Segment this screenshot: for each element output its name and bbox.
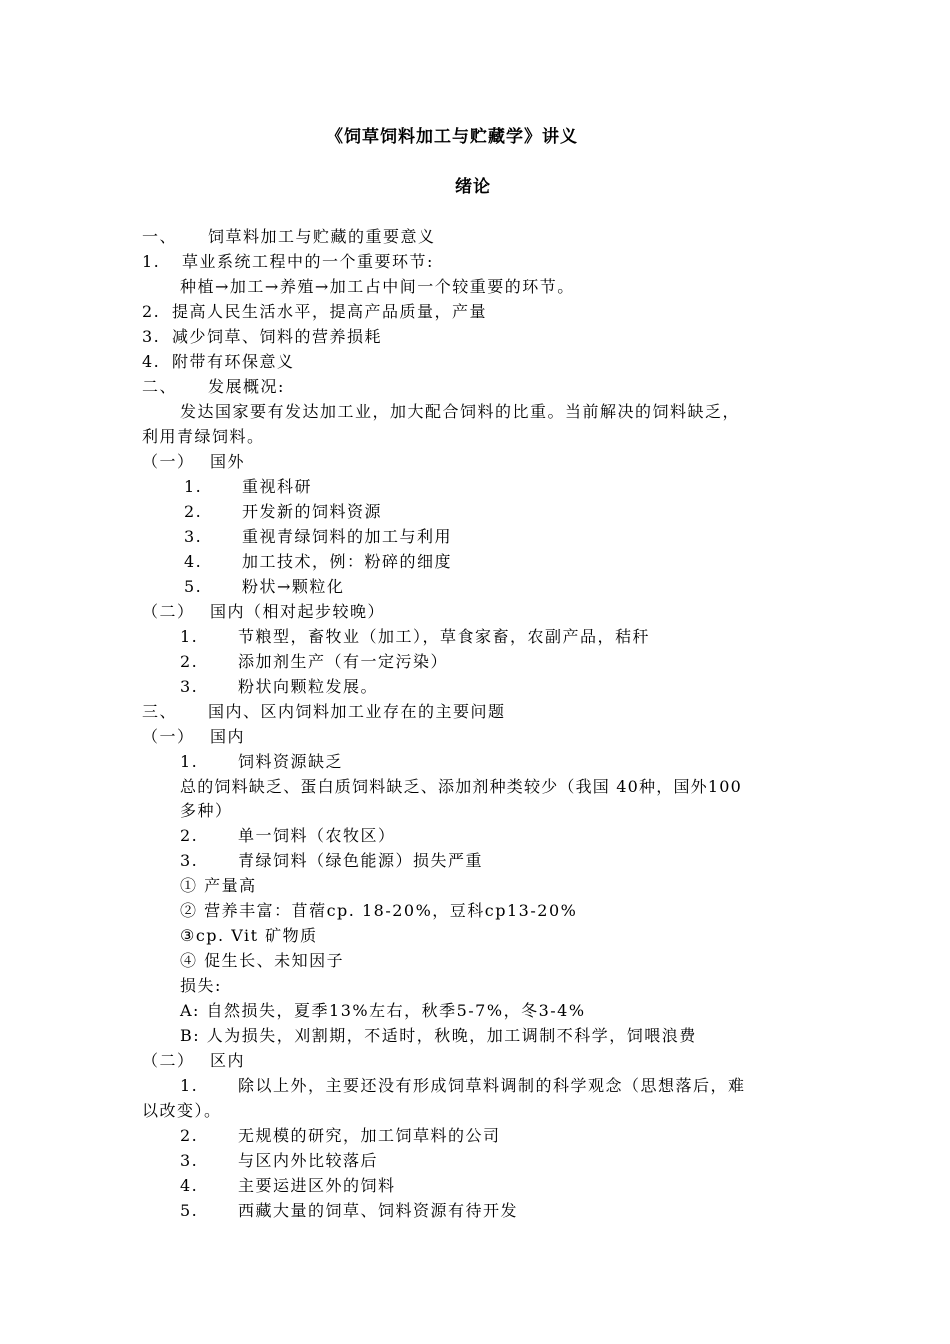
subsection-text: 区内	[210, 1051, 246, 1070]
list-item	[180, 1199, 518, 1223]
item-text: 单一饲料（农牧区）	[238, 826, 396, 845]
item-number: 4.	[142, 352, 161, 371]
list-item	[184, 475, 312, 499]
bullet-point: ② 营养丰富：苜蓿cp. 18-20%，豆科cp13-20%	[180, 901, 578, 920]
item-number: 3.	[184, 527, 203, 546]
paragraph-line: 发达国家要有发达加工业，加大配合饲料的比重。当前解决的饲料缺乏，	[180, 402, 741, 421]
item-number: 1.	[142, 252, 161, 271]
list-item	[142, 350, 295, 374]
item-number: 5.	[180, 1201, 199, 1220]
subsection-number: （二）	[142, 602, 195, 621]
subsection-number: （一）	[142, 727, 195, 746]
item-text: 主要运进区外的饲料	[238, 1176, 396, 1195]
item-text: 加工技术，例：粉碎的细度	[242, 552, 453, 571]
item-text: 重视青绿饲料的加工与利用	[242, 527, 453, 546]
item-number: 2.	[142, 302, 161, 321]
list-item	[184, 525, 452, 549]
section-number: 二、	[142, 377, 178, 396]
item-text: 种植→加工→养殖→加工占中间一个较重要的环节。	[180, 277, 575, 296]
item-number: 1.	[180, 1076, 199, 1095]
subsection-text: 国内（相对起步较晚）	[210, 602, 386, 621]
subsection-heading	[142, 1049, 245, 1073]
list-item	[180, 1124, 501, 1148]
subsection-text: 国内	[210, 727, 246, 746]
section-heading	[142, 700, 506, 724]
item-number: 3.	[142, 327, 161, 346]
item-number: 4.	[180, 1176, 199, 1195]
list-item	[180, 1174, 396, 1198]
loss-label: 损失:	[180, 976, 222, 995]
list-item	[180, 1074, 746, 1098]
section-heading	[142, 225, 436, 249]
list-item	[180, 650, 448, 674]
subsection-heading	[142, 450, 245, 474]
item-number: 1.	[180, 627, 199, 646]
item-text: 草业系统工程中的一个重要环节:	[182, 252, 434, 271]
item-text: 粉状→颗粒化	[242, 577, 345, 596]
list-item	[180, 625, 650, 649]
item-text: 重视科研	[242, 477, 313, 496]
list-item	[142, 325, 382, 349]
list-item	[184, 550, 452, 574]
bullet-point: ③cp. Vit 矿物质	[180, 926, 318, 945]
paragraph-line: 总的饲料缺乏、蛋白质饲料缺乏、添加剂种类较少（我国 40种，国外100	[180, 777, 742, 796]
list-item	[180, 275, 575, 299]
item-number: 3.	[180, 1151, 199, 1170]
section-text: 发展概况:	[208, 377, 285, 396]
item-text: 添加剂生产（有一定污染）	[238, 652, 449, 671]
item-number: 2.	[180, 1126, 199, 1145]
item-text: 饲料资源缺乏	[238, 752, 344, 771]
item-number: 5.	[184, 577, 203, 596]
item-number: 3.	[180, 677, 199, 696]
document-subtitle: 绪论	[455, 177, 491, 197]
document-title: 《饲草饲料加工与贮藏学》讲义	[326, 127, 578, 147]
list-item	[142, 300, 487, 324]
subsection-number: （一）	[142, 452, 195, 471]
subsection-heading	[142, 600, 385, 624]
item-number: 2.	[180, 826, 199, 845]
item-text: 无规模的研究，加工饲草料的公司	[238, 1126, 501, 1145]
item-text: 除以上外，主要还没有形成饲草料调制的科学观念（思想落后，难	[238, 1076, 746, 1095]
paragraph-line: 利用青绿饲料。	[142, 427, 265, 446]
section-text: 国内、区内饲料加工业存在的主要问题	[208, 702, 506, 721]
item-number: 2.	[184, 502, 203, 521]
section-number: 三、	[142, 702, 178, 721]
subsection-text: 国外	[210, 452, 246, 471]
item-text: 节粮型，畜牧业（加工），草食家畜，农副产品，秸秆	[238, 627, 651, 646]
item-number: 1.	[180, 752, 199, 771]
item-text: 提高人民生活水平，提高产品质量，产量	[172, 302, 488, 321]
list-item	[142, 250, 434, 274]
section-text: 饲草料加工与贮藏的重要意义	[208, 227, 436, 246]
item-text: 减少饲草、饲料的营养损耗	[172, 327, 383, 346]
item-text: 粉状向颗粒发展。	[238, 677, 379, 696]
subsection-number: （二）	[142, 1051, 195, 1070]
item-text: 开发新的饲料资源	[242, 502, 383, 521]
item-text: 与区内外比较落后	[238, 1151, 379, 1170]
list-item	[180, 1149, 378, 1173]
loss-item: B: 人为损失，刈割期，不适时，秋晚，加工调制不科学，饲喂浪费	[180, 1026, 697, 1045]
item-text: 西藏大量的饲草、饲料资源有待开发	[238, 1201, 519, 1220]
list-item	[184, 500, 382, 524]
item-number: 3.	[180, 851, 199, 870]
list-item	[180, 675, 378, 699]
list-item	[184, 575, 344, 599]
item-number: 2.	[180, 652, 199, 671]
item-text: 青绿饲料（绿色能源）损失严重	[238, 851, 484, 870]
bullet-point: ④ 促生长、未知因子	[180, 951, 345, 970]
loss-item: A: 自然损失，夏季13%左右，秋季5-7%，冬3-4%	[180, 1001, 586, 1020]
item-text: 附带有环保意义	[172, 352, 295, 371]
bullet-point: ① 产量高	[180, 876, 257, 895]
section-heading	[142, 375, 285, 399]
item-number: 4.	[184, 552, 203, 571]
list-item	[180, 824, 396, 848]
section-number: 一、	[142, 227, 178, 246]
item-number: 1.	[184, 477, 203, 496]
paragraph-line: 以改变）。	[142, 1101, 222, 1120]
list-item	[180, 849, 483, 873]
subsection-heading	[142, 725, 245, 749]
list-item	[180, 750, 343, 774]
paragraph-line: 多种）	[180, 801, 233, 820]
